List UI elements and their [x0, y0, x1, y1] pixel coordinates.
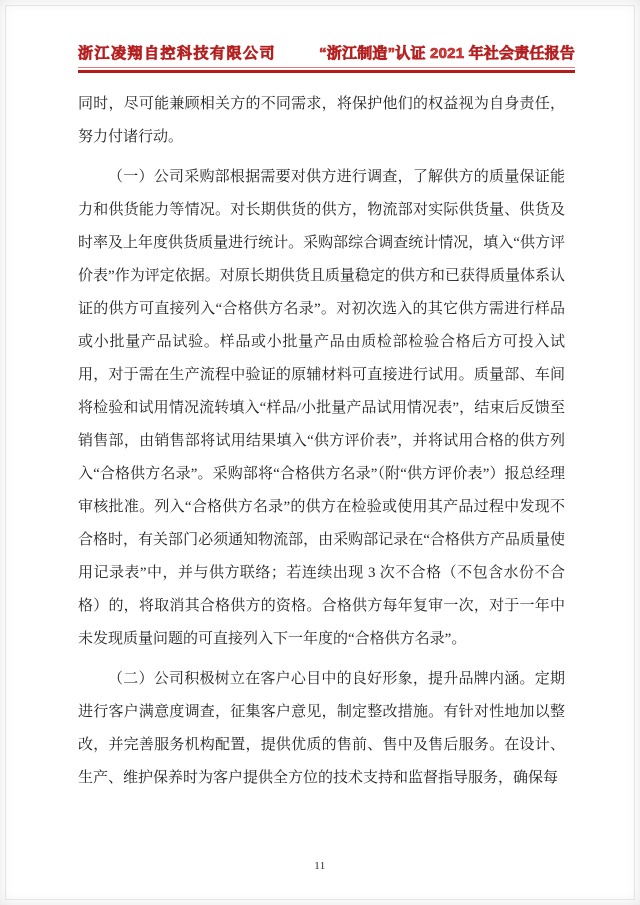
paragraph-continuation: 同时，尽可能兼顾相关方的不同需求，将保护他们的权益视为自身责任，努力付诸行动。	[78, 96, 565, 145]
paragraph-customer-service: （二）公司积极树立在客户心目中的良好形象，提升品牌内涵。定期进行客户满意度调查，征集客户意见，制定整改措施。有针对性地加以整改，并完善服务机构配置，提供优质的售前、售中及售后服务。在设计、生产、维护保养时为客户提供全方位的技术支持和监督指导服务，确保每	[78, 671, 565, 786]
report-title: “浙江制造”认证 2021 年社会责任报告	[319, 45, 575, 62]
paragraph-supplier-management: （一）公司采购部根据需要对供方进行调查，了解供方的质量保证能力和供货能力等情况。对长期供货的供方，物流部对实际供货量、供货及时率及上年度供货质量进行统计。采购部综合调查统计情况，填入“供方评价表”作为评定依据。对原长期供货且质量稳定的供方和已获得质量体系认证的供方可直接列入“合格供方名录”。对初次选入的其它供方需进行样品或小批量产品试验。样品或小批量产品由质检部检验合格后方可投入试用，对于需在生产流程中验证的原辅材料可直接进行试用。质量部、车间将检验和试用情况流转填入“样品/小批量产品试用情况表”，结束后反馈至销售部，由销售部将试用结果填入“供方评价表”，并将试用合格的供方列入“合格供方名录”。采购部将“合格供方名录”（附“供方评价表”）报总经理审核批准。列入“合格供方名录”的供方在检验或使用其产品过程中发现不合格时，有关部门必须通知物流部，由采购部记录在“合格供方产品质量使用记录表”中，并与供方联络；若连续出现 3 次不合格（不包含水份不合格）的，将取消其合格供方的资格。合格供方每年复审一次，对于一年中未发现质量问题的可直接列入下一年度的“合格供方名录”。	[78, 169, 565, 647]
company-name: 浙江凌翔自控科技有限公司	[78, 45, 277, 62]
document-body	[78, 88, 565, 802]
page-header	[78, 42, 575, 73]
header-row	[78, 42, 575, 63]
page-number: 11	[314, 860, 326, 872]
header-divider-rule	[78, 67, 575, 73]
